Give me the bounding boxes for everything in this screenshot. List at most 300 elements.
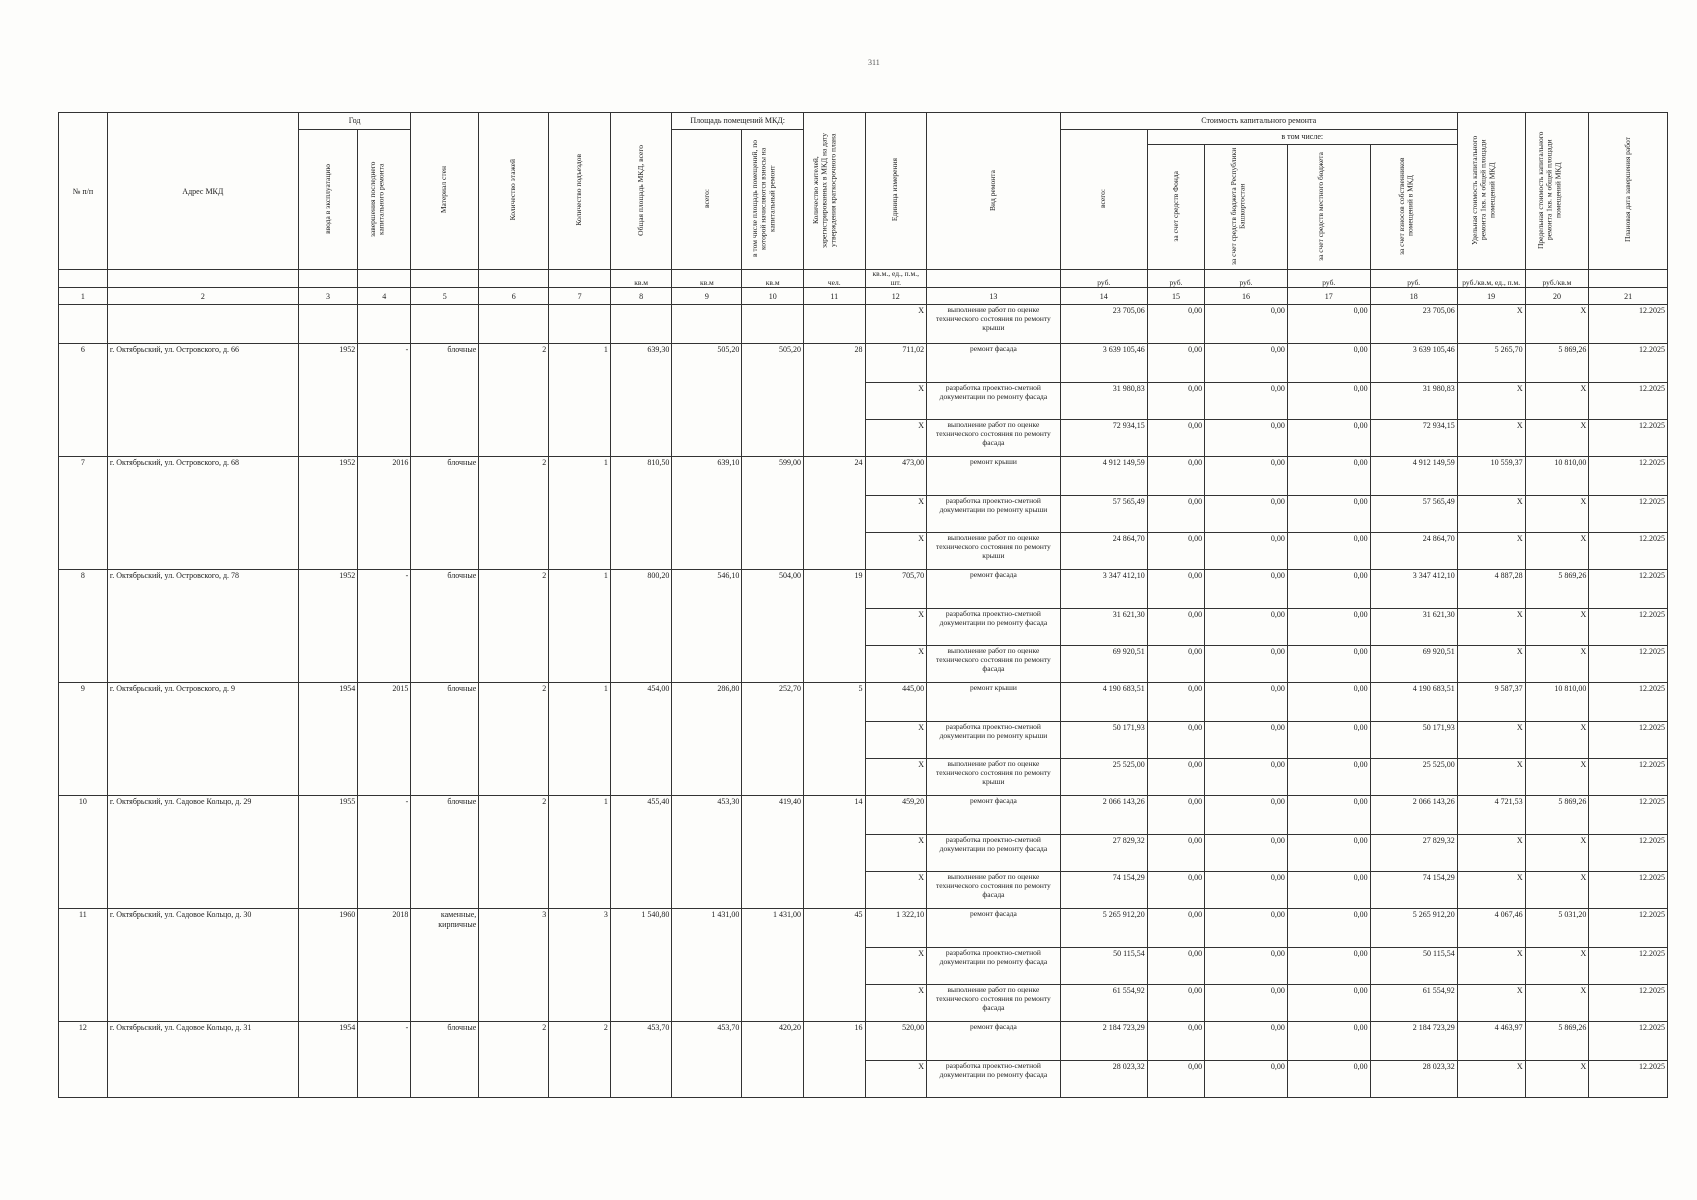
area-total-cell: 546,10 xyxy=(672,570,742,683)
header-residents: Количество жителей, зарегистрированных в МКД на дату утверждения краткосрочного плана xyxy=(803,113,865,270)
material-cell: блочные xyxy=(411,1022,479,1098)
table-header xyxy=(59,113,1668,305)
unit-cell xyxy=(927,270,1061,288)
cost-republic-cell: 0,00 xyxy=(1205,796,1288,835)
cost-republic-cell: 0,00 xyxy=(1205,570,1288,609)
column-index-cell: 16 xyxy=(1205,288,1288,305)
page-number: 311 xyxy=(868,58,880,67)
area-fee-cell: 504,00 xyxy=(742,570,804,683)
column-index-cell: 7 xyxy=(549,288,611,305)
qty-cell: X xyxy=(865,496,927,533)
floors-cell: 2 xyxy=(479,570,549,683)
area-fee-cell: 252,70 xyxy=(742,683,804,796)
work-cell: ремонт фасада xyxy=(927,344,1061,383)
work-cell: ремонт фасада xyxy=(927,1022,1061,1061)
table-row xyxy=(59,457,1668,496)
material-cell: блочные xyxy=(411,457,479,570)
max-cost-cell: X xyxy=(1525,948,1589,985)
deadline-cell: 12.2025 xyxy=(1589,383,1668,420)
cost-owners-cell: 61 554,92 xyxy=(1370,985,1457,1022)
unit-cell: руб. xyxy=(1060,270,1147,288)
carry-over-row xyxy=(59,305,1668,344)
work-cell: выполнение работ по оценке технического состояния по ремонту крыши xyxy=(927,759,1061,796)
cost-local-cell: 0,00 xyxy=(1287,835,1370,872)
table-row xyxy=(59,570,1668,609)
year-cell: 1952 xyxy=(298,457,357,570)
entrances-cell: 2 xyxy=(549,1022,611,1098)
unit-cell xyxy=(549,270,611,288)
deadline-cell: 12.2025 xyxy=(1589,420,1668,457)
cost-local-cell: 0,00 xyxy=(1287,948,1370,985)
cost-republic-cell: 0,00 xyxy=(1205,533,1288,570)
unit-cell: руб. xyxy=(1147,270,1204,288)
work-cell: выполнение работ по оценке технического состояния по ремонту фасада xyxy=(927,872,1061,909)
cost-local-cell: 0,00 xyxy=(1287,683,1370,722)
cost-republic-cell: 0,00 xyxy=(1205,383,1288,420)
area-total-cell: 1 431,00 xyxy=(672,909,742,1022)
cost-total-cell: 50 171,93 xyxy=(1060,722,1147,759)
cost-republic-cell: 0,00 xyxy=(1205,835,1288,872)
deadline-cell: 12.2025 xyxy=(1589,646,1668,683)
qty-cell: X xyxy=(865,420,927,457)
max-cost-cell: X xyxy=(1525,1061,1589,1098)
cost-republic-cell: 0,00 xyxy=(1205,344,1288,383)
area-total-cell: 453,70 xyxy=(672,1022,742,1098)
qty-cell: X xyxy=(865,1061,927,1098)
header-wall-material: Материал стен xyxy=(411,113,479,270)
cost-republic-cell: 0,00 xyxy=(1205,722,1288,759)
deadline-cell: 12.2025 xyxy=(1589,872,1668,909)
deadline-cell: 12.2025 xyxy=(1589,683,1668,722)
max-cost-cell: X xyxy=(1525,383,1589,420)
cost-republic-cell: 0,00 xyxy=(1205,457,1288,496)
work-cell: разработка проектно-сметной документации по ремонту фасада xyxy=(927,1061,1061,1098)
entrances-cell: 1 xyxy=(549,570,611,683)
qty-cell: 705,70 xyxy=(865,570,927,609)
unit-cost-cell: X xyxy=(1457,835,1525,872)
total-area-cell: 455,40 xyxy=(610,796,672,909)
cost-owners-cell: 3 347 412,10 xyxy=(1370,570,1457,609)
floors-cell: 2 xyxy=(479,344,549,457)
table-row xyxy=(59,683,1668,722)
qty-cell: 1 322,10 xyxy=(865,909,927,948)
max-cost-cell: X xyxy=(1525,496,1589,533)
last-repair-cell: 2015 xyxy=(358,683,411,796)
cost-republic-cell: 0,00 xyxy=(1205,420,1288,457)
header-total-area: Общая площадь МКД, всего xyxy=(610,113,672,270)
work-cell: разработка проектно-сметной документации по ремонту фасада xyxy=(927,383,1061,420)
residents-cell: 24 xyxy=(803,457,865,570)
column-index-cell: 21 xyxy=(1589,288,1668,305)
column-index-cell: 15 xyxy=(1147,288,1204,305)
header-work-type: Вид ремонта xyxy=(927,113,1061,270)
row-number-cell: 9 xyxy=(59,683,108,796)
cost-total-cell: 72 934,15 xyxy=(1060,420,1147,457)
cost-fund-cell: 0,00 xyxy=(1147,909,1204,948)
cost-republic-cell: 0,00 xyxy=(1205,683,1288,722)
deadline-cell: 12.2025 xyxy=(1589,909,1668,948)
work-cell: ремонт фасада xyxy=(927,909,1061,948)
year-cell: 1955 xyxy=(298,796,357,909)
cost-total-cell: 69 920,51 xyxy=(1060,646,1147,683)
qty-cell: X xyxy=(865,759,927,796)
cost-fund-cell: 0,00 xyxy=(1147,533,1204,570)
max-cost-cell: X xyxy=(1525,420,1589,457)
material-cell: блочные xyxy=(411,683,479,796)
work-cell: ремонт крыши xyxy=(927,457,1061,496)
cost-local-cell: 0,00 xyxy=(1287,796,1370,835)
cost-local-cell: 0,00 xyxy=(1287,383,1370,420)
work-cell: разработка проектно-сметной документации по ремонту фасада xyxy=(927,835,1061,872)
header-cost-group: Стоимость капитального ремонта xyxy=(1060,113,1457,130)
cost-republic-cell: 0,00 xyxy=(1205,1061,1288,1098)
units-row xyxy=(59,270,1668,288)
work-cell: разработка проектно-сметной документации по ремонту крыши xyxy=(927,722,1061,759)
residents-cell: 19 xyxy=(803,570,865,683)
cost-total-cell: 28 023,32 xyxy=(1060,1061,1147,1098)
cost-fund-cell: 0,00 xyxy=(1147,305,1204,344)
cost-total-cell: 23 705,06 xyxy=(1060,305,1147,344)
max-cost-cell: X xyxy=(1525,305,1589,344)
cost-owners-cell: 72 934,15 xyxy=(1370,420,1457,457)
last-repair-cell: 2018 xyxy=(358,909,411,1022)
header-year-last-repair: завершения последнего капитального ремонта xyxy=(358,130,411,270)
cost-total-cell: 61 554,92 xyxy=(1060,985,1147,1022)
cost-owners-cell: 23 705,06 xyxy=(1370,305,1457,344)
cost-fund-cell: 0,00 xyxy=(1147,796,1204,835)
cost-owners-cell: 4 912 149,59 xyxy=(1370,457,1457,496)
cost-fund-cell: 0,00 xyxy=(1147,835,1204,872)
qty-cell: 520,00 xyxy=(865,1022,927,1061)
header-area-fee: в том числе площадь помещений, по которой начисляются взносы на капитальный ремонт xyxy=(742,130,804,270)
cost-fund-cell: 0,00 xyxy=(1147,683,1204,722)
cost-owners-cell: 4 190 683,51 xyxy=(1370,683,1457,722)
deadline-cell: 12.2025 xyxy=(1589,948,1668,985)
residents-cell: 14 xyxy=(803,796,865,909)
cost-republic-cell: 0,00 xyxy=(1205,759,1288,796)
deadline-cell: 12.2025 xyxy=(1589,533,1668,570)
cost-total-cell: 25 525,00 xyxy=(1060,759,1147,796)
column-index-cell: 3 xyxy=(298,288,357,305)
total-area-cell: 810,50 xyxy=(610,457,672,570)
cost-republic-cell: 0,00 xyxy=(1205,305,1288,344)
cost-republic-cell: 0,00 xyxy=(1205,948,1288,985)
cost-fund-cell: 0,00 xyxy=(1147,496,1204,533)
max-cost-cell: 5 869,26 xyxy=(1525,1022,1589,1061)
work-cell: выполнение работ по оценке технического состояния по ремонту фасада xyxy=(927,420,1061,457)
unit-cell xyxy=(358,270,411,288)
unit-cost-cell: 10 559,37 xyxy=(1457,457,1525,496)
address-cell: г. Октябрьский, ул. Садовое Кольцо, д. 30 xyxy=(107,909,298,1022)
cost-owners-cell: 2 184 723,29 xyxy=(1370,1022,1457,1061)
unit-cost-cell: X xyxy=(1457,609,1525,646)
cost-local-cell: 0,00 xyxy=(1287,646,1370,683)
unit-cost-cell: 5 265,70 xyxy=(1457,344,1525,383)
column-index-cell: 19 xyxy=(1457,288,1525,305)
entrances-cell: 1 xyxy=(549,457,611,570)
material-cell: блочные xyxy=(411,344,479,457)
entrances-cell: 1 xyxy=(549,683,611,796)
address-cell: г. Октябрьский, ул. Садовое Кольцо, д. 29 xyxy=(107,796,298,909)
unit-cell: руб. xyxy=(1205,270,1288,288)
floors-cell: 2 xyxy=(479,796,549,909)
column-index-cell: 18 xyxy=(1370,288,1457,305)
cost-owners-cell: 57 565,49 xyxy=(1370,496,1457,533)
cost-fund-cell: 0,00 xyxy=(1147,457,1204,496)
unit-cell: руб./кв.м xyxy=(1525,270,1589,288)
row-number-cell: 8 xyxy=(59,570,108,683)
cost-fund-cell: 0,00 xyxy=(1147,570,1204,609)
unit-cell: кв.м., ед., п.м., шт. xyxy=(865,270,927,288)
entrances-cell: 1 xyxy=(549,344,611,457)
cost-owners-cell: 24 864,70 xyxy=(1370,533,1457,570)
unit-cell xyxy=(411,270,479,288)
header-year-group: Год xyxy=(298,113,411,130)
area-fee-cell: 599,00 xyxy=(742,457,804,570)
area-total-cell: 453,30 xyxy=(672,796,742,909)
deadline-cell: 12.2025 xyxy=(1589,796,1668,835)
cost-fund-cell: 0,00 xyxy=(1147,609,1204,646)
deadline-cell: 12.2025 xyxy=(1589,1061,1668,1098)
year-cell: 1954 xyxy=(298,1022,357,1098)
row-number-cell: 10 xyxy=(59,796,108,909)
capital-repair-table-sheet xyxy=(58,112,1668,1098)
max-cost-cell: 5 869,26 xyxy=(1525,796,1589,835)
qty-cell: X xyxy=(865,533,927,570)
cost-total-cell: 57 565,49 xyxy=(1060,496,1147,533)
work-cell: разработка проектно-сметной документации по ремонту фасада xyxy=(927,609,1061,646)
cost-total-cell: 4 912 149,59 xyxy=(1060,457,1147,496)
floors-cell: 2 xyxy=(479,683,549,796)
cost-total-cell: 2 184 723,29 xyxy=(1060,1022,1147,1061)
cost-local-cell: 0,00 xyxy=(1287,305,1370,344)
deadline-cell: 12.2025 xyxy=(1589,570,1668,609)
material-cell: блочные xyxy=(411,796,479,909)
qty-cell: X xyxy=(865,835,927,872)
residents-cell: 45 xyxy=(803,909,865,1022)
unit-cost-cell: 9 587,37 xyxy=(1457,683,1525,722)
total-area-cell: 454,00 xyxy=(610,683,672,796)
cost-fund-cell: 0,00 xyxy=(1147,383,1204,420)
area-fee-cell: 505,20 xyxy=(742,344,804,457)
unit-cost-cell: X xyxy=(1457,496,1525,533)
cost-republic-cell: 0,00 xyxy=(1205,872,1288,909)
unit-cost-cell: 4 721,53 xyxy=(1457,796,1525,835)
cost-local-cell: 0,00 xyxy=(1287,722,1370,759)
header-no: № п/п xyxy=(59,113,108,270)
floors-cell: 2 xyxy=(479,1022,549,1098)
area-total-cell: 286,80 xyxy=(672,683,742,796)
column-index-cell: 12 xyxy=(865,288,927,305)
cost-owners-cell: 50 115,54 xyxy=(1370,948,1457,985)
unit-cell: кв.м xyxy=(742,270,804,288)
header-cost-owners: за счет взносов собственников помещений в МКД xyxy=(1370,145,1457,270)
deadline-cell: 12.2025 xyxy=(1589,835,1668,872)
entrances-cell: 1 xyxy=(549,796,611,909)
year-cell: 1952 xyxy=(298,570,357,683)
qty-cell: X xyxy=(865,609,927,646)
cost-owners-cell: 74 154,29 xyxy=(1370,872,1457,909)
cost-total-cell: 5 265 912,20 xyxy=(1060,909,1147,948)
cost-local-cell: 0,00 xyxy=(1287,570,1370,609)
deadline-cell: 12.2025 xyxy=(1589,722,1668,759)
cost-republic-cell: 0,00 xyxy=(1205,909,1288,948)
header-cost-total: всего: xyxy=(1060,130,1147,270)
header-address: Адрес МКД xyxy=(107,113,298,270)
work-cell: ремонт крыши xyxy=(927,683,1061,722)
area-total-cell: 639,10 xyxy=(672,457,742,570)
cost-owners-cell: 25 525,00 xyxy=(1370,759,1457,796)
cost-total-cell: 31 980,83 xyxy=(1060,383,1147,420)
header-cost-local: за счет средств местного бюджета xyxy=(1287,145,1370,270)
work-cell: ремонт фасада xyxy=(927,570,1061,609)
cost-total-cell: 31 621,30 xyxy=(1060,609,1147,646)
max-cost-cell: X xyxy=(1525,985,1589,1022)
address-cell: г. Октябрьский, ул. Садовое Кольцо, д. 31 xyxy=(107,1022,298,1098)
table-row xyxy=(59,1022,1668,1061)
cost-local-cell: 0,00 xyxy=(1287,496,1370,533)
residents-cell: 16 xyxy=(803,1022,865,1098)
unit-cost-cell: 4 887,28 xyxy=(1457,570,1525,609)
address-cell: г. Октябрьский, ул. Островского, д. 9 xyxy=(107,683,298,796)
unit-cell: руб. xyxy=(1370,270,1457,288)
cost-fund-cell: 0,00 xyxy=(1147,1022,1204,1061)
cost-local-cell: 0,00 xyxy=(1287,609,1370,646)
total-area-cell: 800,20 xyxy=(610,570,672,683)
cost-total-cell: 2 066 143,26 xyxy=(1060,796,1147,835)
cost-total-cell: 27 829,32 xyxy=(1060,835,1147,872)
cost-fund-cell: 0,00 xyxy=(1147,646,1204,683)
last-repair-cell: - xyxy=(358,570,411,683)
qty-cell: X xyxy=(865,646,927,683)
header-cost-fund: за счет средств Фонда xyxy=(1147,145,1204,270)
unit-cell: руб./кв.м, ед., п.м. xyxy=(1457,270,1525,288)
unit-cost-cell: X xyxy=(1457,722,1525,759)
unit-cell: кв.м xyxy=(610,270,672,288)
cost-republic-cell: 0,00 xyxy=(1205,496,1288,533)
qty-cell: X xyxy=(865,948,927,985)
year-cell: 1954 xyxy=(298,683,357,796)
row-number-cell: 12 xyxy=(59,1022,108,1098)
last-repair-cell: - xyxy=(358,344,411,457)
cost-local-cell: 0,00 xyxy=(1287,457,1370,496)
cost-local-cell: 0,00 xyxy=(1287,344,1370,383)
max-cost-cell: 5 869,26 xyxy=(1525,570,1589,609)
work-cell: разработка проектно-сметной документации по ремонту крыши xyxy=(927,496,1061,533)
material-cell: каменные, кирпичные xyxy=(411,909,479,1022)
column-index-cell: 5 xyxy=(411,288,479,305)
column-index-cell: 11 xyxy=(803,288,865,305)
last-repair-cell: - xyxy=(358,1022,411,1098)
max-cost-cell: X xyxy=(1525,835,1589,872)
unit-cost-cell: X xyxy=(1457,1061,1525,1098)
header-unit-cost: Удельная стоимость капитального ремонта 1кв. м общей площади помещений МКД xyxy=(1457,113,1525,270)
header-deadline: Плановая дата завершения работ xyxy=(1589,113,1668,270)
max-cost-cell: X xyxy=(1525,872,1589,909)
deadline-cell: 12.2025 xyxy=(1589,457,1668,496)
unit-cell xyxy=(1589,270,1668,288)
residents-cell: 5 xyxy=(803,683,865,796)
column-index-cell: 8 xyxy=(610,288,672,305)
header-unit: Единица измерения xyxy=(865,113,927,270)
unit-cell xyxy=(479,270,549,288)
cost-fund-cell: 0,00 xyxy=(1147,722,1204,759)
unit-cost-cell: X xyxy=(1457,985,1525,1022)
total-area-cell: 1 540,80 xyxy=(610,909,672,1022)
header-year-commission: ввода в эксплуатацию xyxy=(298,130,357,270)
cost-total-cell: 24 864,70 xyxy=(1060,533,1147,570)
unit-cell xyxy=(107,270,298,288)
unit-cost-cell: X xyxy=(1457,646,1525,683)
table-row xyxy=(59,796,1668,835)
cost-fund-cell: 0,00 xyxy=(1147,948,1204,985)
last-repair-cell: 2016 xyxy=(358,457,411,570)
qty-cell: 445,00 xyxy=(865,683,927,722)
deadline-cell: 12.2025 xyxy=(1589,344,1668,383)
max-cost-cell: X xyxy=(1525,722,1589,759)
qty-cell: X xyxy=(865,383,927,420)
cost-owners-cell: 5 265 912,20 xyxy=(1370,909,1457,948)
qty-cell: 459,20 xyxy=(865,796,927,835)
cost-local-cell: 0,00 xyxy=(1287,872,1370,909)
year-cell: 1960 xyxy=(298,909,357,1022)
cost-republic-cell: 0,00 xyxy=(1205,609,1288,646)
unit-cost-cell: 4 463,97 xyxy=(1457,1022,1525,1061)
max-cost-cell: 5 031,20 xyxy=(1525,909,1589,948)
unit-cell: руб. xyxy=(1287,270,1370,288)
floors-cell: 2 xyxy=(479,457,549,570)
column-index-cell: 1 xyxy=(59,288,108,305)
qty-cell: 473,00 xyxy=(865,457,927,496)
work-cell: выполнение работ по оценке технического состояния по ремонту фасада xyxy=(927,646,1061,683)
cost-owners-cell: 3 639 105,46 xyxy=(1370,344,1457,383)
deadline-cell: 12.2025 xyxy=(1589,759,1668,796)
cost-total-cell: 74 154,29 xyxy=(1060,872,1147,909)
cost-fund-cell: 0,00 xyxy=(1147,872,1204,909)
qty-cell: X xyxy=(865,722,927,759)
cost-republic-cell: 0,00 xyxy=(1205,1022,1288,1061)
work-cell: разработка проектно-сметной документации по ремонту фасада xyxy=(927,948,1061,985)
cost-total-cell: 4 190 683,51 xyxy=(1060,683,1147,722)
max-cost-cell: X xyxy=(1525,759,1589,796)
cost-local-cell: 0,00 xyxy=(1287,533,1370,570)
header-cost-incl: в том числе: xyxy=(1147,130,1457,145)
cost-owners-cell: 31 621,30 xyxy=(1370,609,1457,646)
unit-cost-cell: X xyxy=(1457,383,1525,420)
column-index-cell: 20 xyxy=(1525,288,1589,305)
deadline-cell: 12.2025 xyxy=(1589,496,1668,533)
unit-cost-cell: X xyxy=(1457,759,1525,796)
cost-republic-cell: 0,00 xyxy=(1205,646,1288,683)
year-cell: 1952 xyxy=(298,344,357,457)
unit-cost-cell: X xyxy=(1457,533,1525,570)
deadline-cell: 12.2025 xyxy=(1589,609,1668,646)
cost-local-cell: 0,00 xyxy=(1287,909,1370,948)
header-floors: Количество этажей xyxy=(479,113,549,270)
row-number-cell: 11 xyxy=(59,909,108,1022)
unit-cost-cell: X xyxy=(1457,305,1525,344)
header-area-group: Площадь помещений МКД: xyxy=(672,113,804,130)
unit-cost-cell: X xyxy=(1457,420,1525,457)
row-number-cell: 6 xyxy=(59,344,108,457)
cost-total-cell: 50 115,54 xyxy=(1060,948,1147,985)
column-index-cell: 4 xyxy=(358,288,411,305)
unit-cell xyxy=(59,270,108,288)
deadline-cell: 12.2025 xyxy=(1589,305,1668,344)
unit-cell: чел. xyxy=(803,270,865,288)
qty-cell: 711,02 xyxy=(865,344,927,383)
cost-total-cell: 3 347 412,10 xyxy=(1060,570,1147,609)
